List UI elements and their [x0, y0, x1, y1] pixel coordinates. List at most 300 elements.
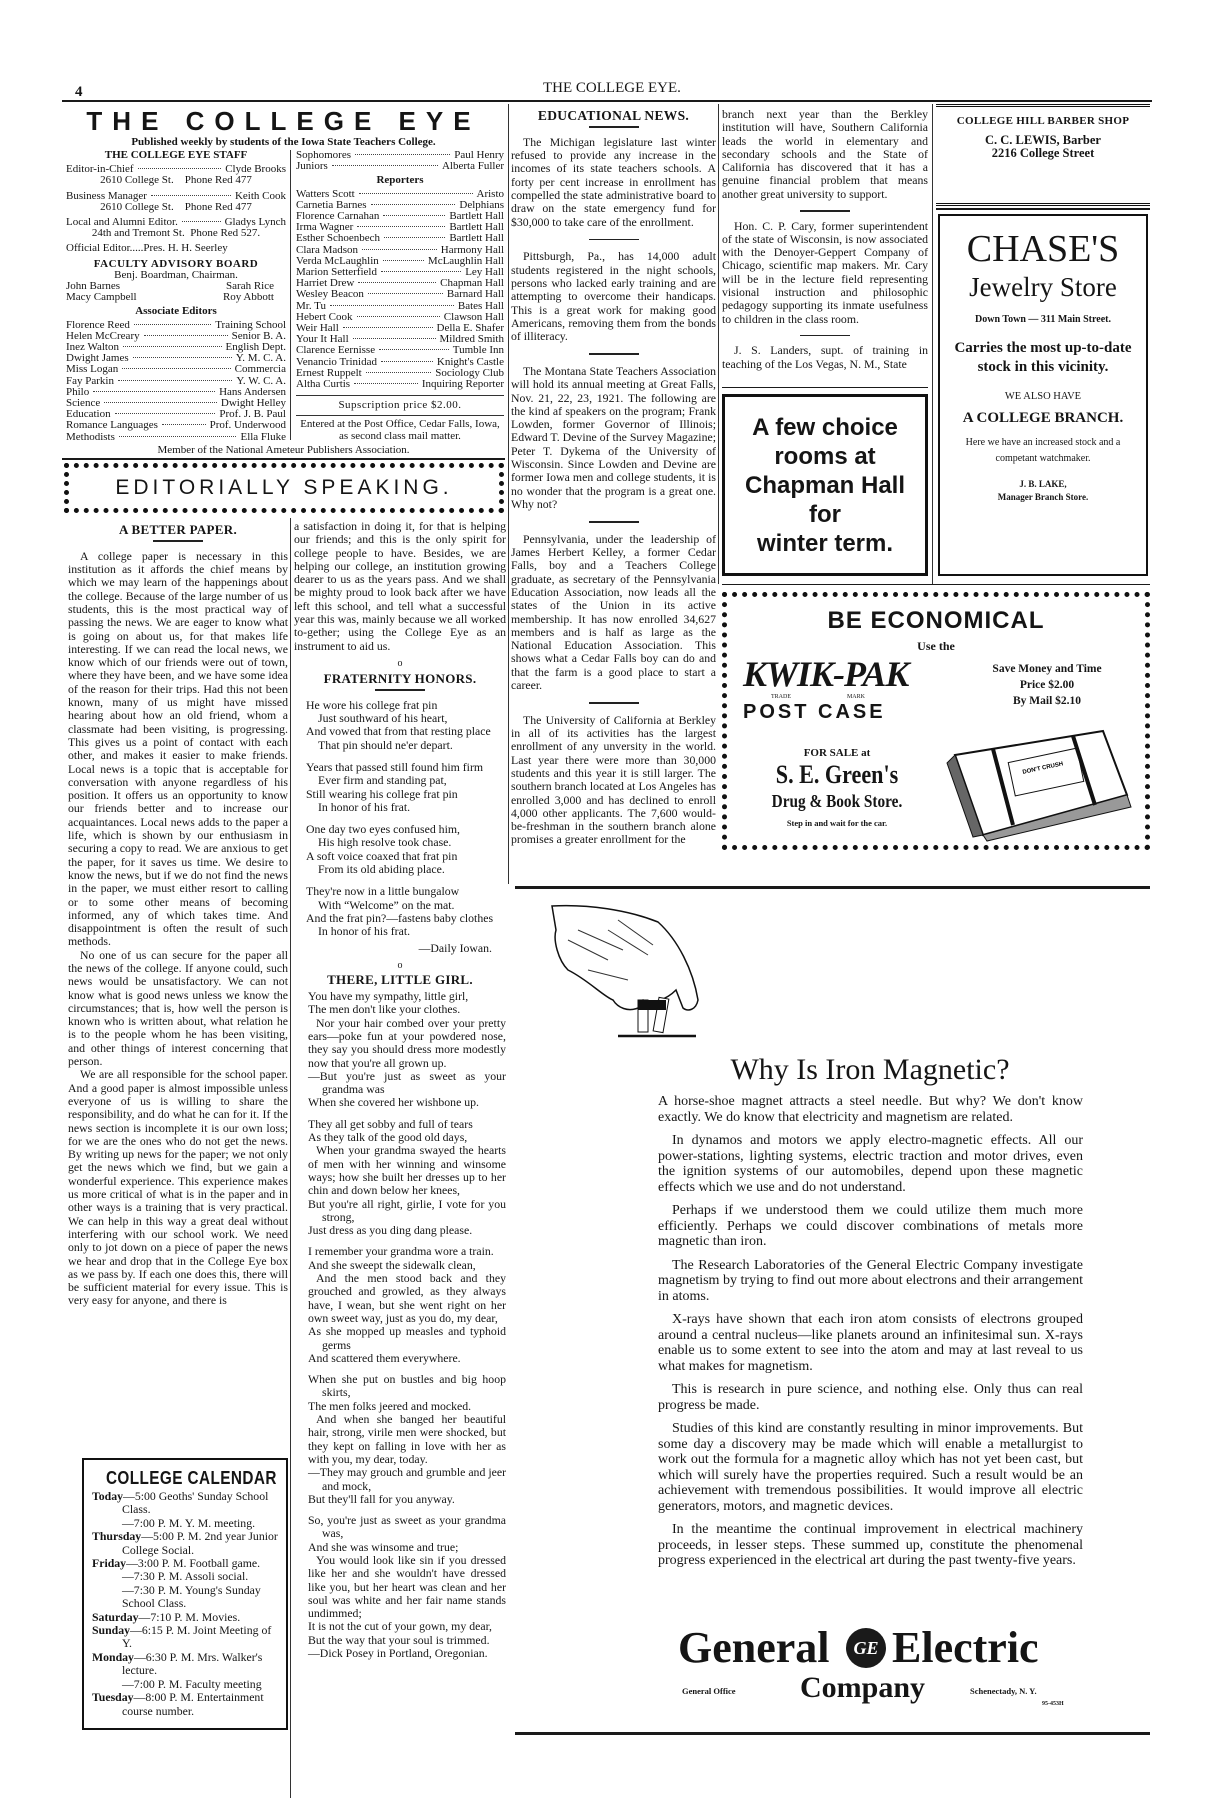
associate-editor [66, 420, 286, 431]
leader-label: Harriet Drew [296, 277, 355, 290]
page-number: 4 [75, 84, 83, 100]
chase-also: WE ALSO HAVE [1004, 391, 1082, 402]
poem-line: —They may grouch and grumble and jeer and mock, [308, 1465, 506, 1493]
kwikpak-mail-price: By Mail $2.10 [1012, 695, 1082, 707]
leader-label: Mr. Tu [296, 299, 326, 312]
chase-branch-text: Here we have an increased stock and a competant watchmaker. [965, 437, 1121, 464]
dot-leader [119, 436, 237, 437]
chapman-ad-line: rooms at [774, 443, 876, 470]
article-paragraph: We are all responsible for the school paper. And a good paper is almost impossible unless everyone of us is willing to share the responsibility, and do what he can for it. If the news section is incomplete it is our own loss; for we are the ones who do not get the news. By writing up news for the paper; we not only get the news which we find, but we gain a wonderful experience. This experience makes us more critical of what is in the paper and in other ways is a training that is very practical. We can help in this way a great deal without interfering with our school work. We need only to jot down on a piece of paper the news we hear and drop that in the College Eye box as we pass by. If each one does this, there will be sufficient material for every issue. This is very easy for anyone, and there is [68, 1067, 288, 1308]
ge-paragraph: The Research Laboratories of the General Electric Company investigate magnetism by trying to find out more about electrons and their arrangement in atoms. [658, 1257, 1083, 1304]
calendar-event: —6:30 P. M. Mrs. Walker's lecture. [122, 1649, 263, 1678]
calendar-day: Tuesday [92, 1690, 134, 1705]
leader-value: McLaughlin Hall [427, 254, 504, 267]
leader-label: Business Manager [66, 189, 147, 202]
ge-logo [670, 1623, 1100, 1726]
ge-monogram-icon: GE [846, 1628, 886, 1668]
poem-line: And the men stood back and they grouched and growled, as they always have, I wean, but she went right on her own sweet way, just as you do, my dear, [308, 1271, 506, 1325]
chase-claim: Carries the most up-to-date stock in this vicinity. [954, 340, 1132, 375]
dot-leader [381, 271, 461, 272]
dot-leader [383, 215, 445, 216]
news-item: J. S. Landers, supt. of training in teaching of the Los Vegas, N. M., State [722, 343, 928, 371]
advisory-row [66, 292, 286, 303]
poem-line: They all get sobby and full of tears [308, 1116, 473, 1131]
leader-value: Clawson Hall [443, 310, 504, 323]
chapman-hall-ad [722, 394, 928, 576]
divider [296, 415, 504, 416]
ge-office: General Office [682, 1686, 736, 1696]
column-divider [508, 104, 509, 884]
poem-line: From its old abiding place. [318, 862, 445, 877]
chase-location: Down Town — 311 Main Street. [975, 314, 1111, 325]
news-divider [589, 239, 639, 241]
poem-heading: FRATERNITY HONORS. [323, 670, 477, 686]
staff-heading: THE COLLEGE EYE STAFF [104, 149, 248, 161]
barber-shop-name: COLLEGE HILL BARBER SHOP [956, 115, 1130, 127]
leader-label: Methodists [66, 430, 115, 443]
calendar-entry [92, 1584, 278, 1611]
ge-paragraph: This is research in pure science, and nothing else. Only thus can real progress be made. [658, 1382, 1083, 1413]
news-divider [800, 210, 850, 212]
leader-value: Y. W. C. A. [236, 374, 286, 387]
leader-value: Chapman Hall [440, 277, 504, 290]
calendar-entry [92, 1611, 278, 1624]
leader-value: Harmony Hall [440, 243, 504, 256]
poem-line: But they'll fall for you anyway. [308, 1491, 455, 1506]
article-paragraph: No one of us can secure for the paper all the news of the college. If anyone could, such news would be unsatisfactory. We can not know what is good news unless we know the circumstances; that is, how well the person is known who is written about, what relation he is to the people whom he has been visiting, and other things of interest concerning that person. [68, 947, 288, 1069]
leader-label: Inez Walton [66, 341, 119, 354]
ge-code: 95-453H [1042, 1701, 1064, 1707]
masthead-divider [290, 150, 291, 440]
leader-label: Florence Reed [66, 318, 130, 331]
dot-leader [354, 383, 418, 384]
news-divider [589, 702, 639, 704]
leader-value: Keith Cook [234, 189, 286, 202]
leader-value: Bartlett Hall [449, 221, 504, 234]
leader-value: Barnard Hall [446, 288, 504, 301]
dot-leader [357, 226, 445, 227]
leader-value: Paul Henry [454, 149, 504, 161]
dot-leader [151, 195, 231, 196]
poem-credit: —Daily Iowan. [418, 940, 492, 955]
calendar-entry [92, 1651, 278, 1678]
ge-city: Schenectady, N. Y. [970, 1686, 1037, 1696]
calendar-event: —7:30 P. M. Young's Sunday School Class. [122, 1582, 261, 1611]
associate-heading: Associate Editors [135, 305, 217, 318]
ge-paragraph: In the meantime the continual improvement in electrical machinery proceeds, in lesser steps. These summed up, constitute the phenomenal progress experienced in the electrical art during the past twenty-five years. [658, 1522, 1083, 1568]
dot-leader [355, 154, 450, 155]
leader-label: Florence Carnahan [296, 210, 380, 223]
reporter [296, 233, 504, 244]
leader-label: Fay Parkin [66, 374, 114, 387]
chase-name: CHASE'S [966, 228, 1120, 270]
leader-value: Ella Fluke [240, 430, 286, 443]
kwikpak-ad [722, 592, 1150, 850]
poem-stanza [294, 990, 506, 1110]
kwikpak-use: Use the [917, 639, 955, 653]
calendar-entry [92, 1557, 278, 1570]
reporter [296, 379, 504, 390]
poem-line: Years that passed still found him firm [306, 759, 484, 774]
educational-news-continued [722, 106, 928, 371]
calendar-day: Sunday [92, 1623, 131, 1638]
class-reporter [296, 161, 504, 172]
section-heading: EDUCATIONAL NEWS. [537, 108, 690, 123]
store-tagline: Step in and wait for the car. [786, 818, 888, 828]
section-divider: o [397, 959, 403, 971]
poem-line: But you're all right, girlie, I vote for you strong, [308, 1196, 506, 1224]
kwikpak-price: Price $2.00 [1019, 679, 1075, 691]
chase-jewelry-ad [938, 214, 1148, 576]
dot-leader [384, 237, 445, 238]
poem-stanza [294, 823, 506, 876]
masthead-rule [62, 458, 505, 460]
chase-branch: A COLLEGE BRANCH. [962, 410, 1124, 426]
leader-label: Education [66, 408, 111, 421]
poem-line: And when she banged her beautiful hair, strong, virile men were shocked, but they kept on falling in love with her as with you, my dear, today. [308, 1412, 506, 1466]
leader-value: Mildred Smith [439, 333, 504, 346]
calendar-day: Saturday [92, 1609, 139, 1624]
ge-paragraph: A horse-shoe magnet attracts a steel needle. But why? We don't know exactly. We do know that electricity and magnetism are related. [658, 1094, 1083, 1125]
advisory-heading: FACULTY ADVISORY BOARD [93, 257, 259, 270]
leader-label: Irma Wagner [296, 221, 354, 234]
ad-rule [722, 584, 1150, 585]
poem-line: Just dress as you ding dang please. [308, 1223, 473, 1238]
leader-label: Your It Hall [296, 333, 349, 346]
calendar-title: COLLEGE CALENDAR [105, 1468, 277, 1488]
kwikpak-save: Save Money and Time [992, 663, 1102, 675]
official-editor: Official Editor.....Pres. H. H. Seerley [66, 242, 228, 255]
college-calendar [82, 1458, 288, 1730]
divider [296, 395, 504, 396]
barber-address: 2216 College Street [991, 146, 1095, 160]
poem-stanza [294, 761, 506, 814]
staff-address: 24th and Tremont St. Phone Red 527. [91, 227, 261, 240]
chapman-ad-line: Chapman Hall [744, 472, 906, 499]
leader-label: Hebert Cook [296, 310, 353, 323]
chapman-ad-line: for [809, 501, 841, 528]
leader-label: Local and Alumni Editor. [66, 216, 178, 229]
dot-leader [104, 402, 217, 403]
dot-leader [133, 357, 232, 358]
kwikpak-brand: KWIK-PAK [743, 654, 909, 694]
poem-stanza [294, 699, 506, 752]
poem-line: I remember your grandma wore a train. [308, 1244, 494, 1259]
calendar-day: Monday [92, 1649, 134, 1664]
leader-label: Marion Setterfield [296, 266, 377, 279]
calendar-entry [92, 1530, 278, 1557]
leader-value: Delphians [459, 198, 504, 211]
ge-paragraph: Studies of this kind are constantly resulting in minor improvements. But some day a discovery may be made which will enable a metallurgist to work out the formula for a magnetic alloy which has not yet been cast, but which will surely have the properties required. Such a result would be an achievement with tremendous possibilities. It would improve all electric generators, motors, and magnetic devices. [658, 1421, 1083, 1514]
leader-value: Dwight Helley [220, 397, 286, 410]
staff-address: 2610 College St. Phone Red 477 [100, 174, 252, 187]
dot-leader [332, 165, 438, 166]
news-item: The University of California at Berkley in all of its activities has the largest enrollment of any unversity in the world. Last year there were more than 30,000 students and this year it is still larger. The southern branch located at Los Angeles has enrolled 3,000 and has declined to enroll 4,000 other applicants. The 7,600 would-be-freshman in the southern branch alone promises a greater enrollment for the [511, 712, 716, 847]
dot-leader [138, 168, 222, 169]
dot-leader [162, 424, 206, 425]
leader-value: Alberta Fuller [441, 160, 504, 173]
poem-line: His high resolve took chase. [318, 835, 452, 850]
ad-rule [515, 886, 1150, 889]
heading-rule [589, 126, 639, 128]
poem-line: And she sweept the sidewalk clean, [308, 1257, 476, 1272]
post-case-illustration [943, 725, 1138, 843]
poem-stanza [294, 1373, 506, 1506]
calendar-event: —7:10 P. M. Movies. [138, 1609, 241, 1624]
kwikpak-logo [743, 655, 943, 723]
dot-leader [182, 221, 221, 222]
section-divider: o [397, 657, 403, 669]
leader-value: Tumble Inn [452, 344, 504, 357]
little-girl-poem [294, 990, 506, 1660]
poem-line: In honor of his frat. [318, 924, 411, 939]
dot-leader [358, 282, 436, 283]
calendar-day: Today [92, 1489, 124, 1503]
chase-manager: J. B. LAKE, [1019, 479, 1067, 489]
calendar-event: —5:00 Geoths' Sunday School Class. [122, 1489, 269, 1517]
leader-value: Senior B. A. [231, 329, 286, 342]
news-item: Pennsylvania, under the leadership of James Herbert Kelley, a former Cedar Falls, boy and a Teachers College graduate, as secretary of the Pennsylvania Education Association, now leads all the states of the Union in its active membership. It has now enrolled 34,627 members and is half as large as the National Education Association. This shows what a Cedar Falls boy can do and that the farm is a good place to start a career. [511, 531, 716, 692]
leader-value: Della E. Shafer [436, 322, 504, 335]
leader-value: Clyde Brooks [225, 163, 286, 176]
leader-value: Bartlett Hall [449, 232, 504, 245]
calendar-event: —3:00 P. M. Football game. [126, 1556, 261, 1571]
dot-leader [123, 346, 222, 347]
dot-leader [115, 413, 216, 414]
column-divider [290, 518, 291, 1798]
leader-value: Aristo [476, 187, 504, 200]
poem-line: Ever firm and standing pat, [318, 773, 447, 788]
editorial-column [68, 520, 288, 1308]
poem-line: —But you're just as sweet as your grandma was [308, 1068, 506, 1097]
leader-label: Romance Languages [66, 419, 158, 432]
dot-leader [357, 316, 440, 317]
poem-heading: THERE, LITTLE GIRL. [327, 971, 473, 987]
poem-line: And the frat pin?—fastens baby clothes [306, 910, 494, 925]
poem-line: Just southward of his heart, [318, 711, 448, 726]
reporter [296, 345, 504, 356]
ge-logo-company: Company [800, 1671, 926, 1704]
trade-label: TRADE [770, 694, 791, 700]
poem-line: So, you're just as sweet as your grandma was, [308, 1513, 506, 1541]
poem-line: In honor of his frat. [318, 799, 411, 814]
poem-line: When she put on bustles and big hoop skirts, [308, 1372, 506, 1400]
hand-magnet-illustration [548, 900, 728, 1042]
poem-stanza [294, 1245, 506, 1365]
poem-line: Still wearing his college frat pin [306, 786, 458, 801]
poem-stanza [294, 1118, 506, 1238]
calendar-event: —7:00 P. M. Faculty meeting [122, 1676, 262, 1691]
reporters-heading: Reporters [376, 174, 424, 187]
leader-value: Sociology Club [435, 366, 504, 379]
dot-leader [381, 361, 433, 362]
leader-value: Hans Andersen [219, 385, 286, 398]
mark-label: MARK [846, 694, 865, 700]
dot-leader [383, 260, 424, 261]
leader-label: Esther Schoenbech [296, 232, 380, 245]
educational-news-column [511, 106, 716, 847]
store-name: S. E. Green's [775, 760, 899, 789]
poem-line: As they talk of the good old days, [308, 1130, 468, 1145]
poem-stanza [294, 1514, 506, 1660]
associate-editor [66, 364, 286, 375]
leader-label: Venancio Trinidad [296, 355, 377, 368]
ge-ad-body [658, 1094, 1083, 1577]
leader-value: Prof. J. B. Paul [219, 408, 286, 421]
top-rule [62, 100, 1152, 102]
kwikpak-pricing [957, 661, 1137, 709]
leader-label: Juniors [296, 160, 328, 173]
dot-leader [366, 372, 432, 373]
ge-ad-title: Why Is Iron Magnetic? [730, 1053, 1010, 1086]
poem-line: The men folks jeered and mocked. [308, 1398, 472, 1413]
leader-label: Miss Logan [66, 363, 119, 376]
dot-leader [343, 327, 433, 328]
dot-leader [134, 324, 211, 325]
poem-line: He wore his college frat pin [306, 697, 438, 712]
leader-value: Gladys Lynch [224, 216, 286, 229]
associate-editor [66, 432, 286, 443]
poem-stanza [294, 885, 506, 938]
poem-line: And scattered them everywhere. [308, 1350, 461, 1365]
dot-leader [144, 335, 228, 336]
dot-leader [118, 380, 232, 381]
dot-leader [368, 293, 443, 294]
news-item: Hon. C. P. Cary, former superintendent of the state of Wisconsin, is now associated with the Denoyer-Geppert Company of Chicago, scientific map makers. Mr. Cary will be in the lecture field representing visional instruction and philosophic pedagogy supporting its inmate usefulness to children in the class room. [722, 218, 928, 326]
for-sale-label: FOR SALE at [803, 747, 871, 759]
kwikpak-product: POST CASE [743, 701, 886, 723]
leader-label: Watters Scott [296, 187, 355, 200]
dot-leader [371, 204, 456, 205]
barber-name: C. C. LEWIS, Barber [985, 133, 1101, 147]
ge-paragraph: Perhaps if we understood them we could utilize them much more efficiently. Perhaps we could discover combinations of metals more magnetic than iron. [658, 1203, 1083, 1249]
advisory-member: John Barnes [66, 280, 121, 293]
leader-value: Bates Hall [457, 299, 504, 312]
chapman-ad-line: A few choice [752, 414, 898, 441]
poem-line: But the way that your soul is trimmed. [308, 1632, 490, 1647]
leader-value: Training School [215, 318, 286, 331]
advisory-member: Macy Campbell [66, 291, 137, 304]
kwikpak-headline: BE ECONOMICAL [827, 607, 1045, 634]
calendar-event: —7:30 P. M. Assoli social. [122, 1569, 249, 1584]
dot-leader [379, 349, 449, 350]
column-divider [718, 104, 719, 584]
fraternity-poem [294, 699, 506, 939]
dot-leader [330, 305, 454, 306]
leader-value: Prof. Underwood [209, 419, 286, 432]
leader-label: Wesley Beacon [296, 288, 364, 301]
calendar-event: —8:00 P. M. Entertainment course number. [122, 1690, 264, 1718]
ge-logo-electric: Electric [892, 1623, 1039, 1672]
article-heading: A BETTER PAPER. [118, 522, 238, 537]
news-item: The Montana State Teachers Association will hold its annual meeting at Great Falls, Nov. 21, 22, 23, 1921. The following are the kind af speakers on the program; Frank Lowden, former Governor of Illinois; Edward T. Devine of the Survey Magazine; Peter T. Dykema of the University of Wisconsin. Since Lowden and Devine are former Iowa men and college students, it is no wonder that the program is a great one. Why not? [511, 363, 716, 511]
calendar-event: —5:00 P. M. 2nd year Junior College Social. [122, 1529, 278, 1557]
dot-leader [359, 193, 473, 194]
calendar-entry [92, 1691, 278, 1718]
poems-column [294, 520, 506, 1668]
leader-value: Knight's Castle [436, 355, 504, 368]
news-divider [589, 521, 639, 523]
ge-paragraph: In dynamos and motors we apply electro-magnetic effects. All our power-stations, lighting systems, electric traction and motor drives, even the ignition systems of our automobiles, depend upon these magnetic effects which we use and do not understand. [658, 1133, 1083, 1195]
news-divider [589, 353, 639, 355]
article-continuation: a satisfaction in doing it, for that is helping our friends; and this is the only spirit for college people to have. Besides, we are helping our college, an institution growing dearer to us as the years pass. And we shall be mighty proud to look back after we have left this school, and tell what a successful year this was, mainly because we all worked to-gether; using the College Eye as an instrument to aid us. [294, 519, 506, 653]
dot-leader [362, 249, 437, 250]
poem-line: And vowed that from that resting place [306, 724, 491, 739]
article-paragraph: A college paper is necessary in this institution as it affords the chief means by which we may learn of the happenings about the college. Because of the large number of us students, this is the most practical way of passing the news. We are eager to know what is going on about us, for that makes life interesting. If we can read the local news, we know which of our friends were out of town, where they have been, and we have some idea of the reason for their trips. Had this not been known, many of us might have missed hearing about how an old friend, whom a classmate had been visiting, is progressing. This gives us a point of contact with each other, and makes it easier to make friends. Local news is a topic that is acceptable for conversation with anyone regardless of his position. It offers us an opportunity to know our friends better and to increase our acquaintances. Local news adds to the paper a life, which is shown by our enthusiasm in securing a copy to read. We are anxious to get the paper, for it saves us time. We desire to know the news, but if we do not find the news in the paper, we must either resort to calling or to some other means of becoming informed, any of which takes time. And disappointment is often the result of such methods. [68, 548, 288, 949]
calendar-entry [92, 1490, 278, 1517]
dot-leader [353, 338, 436, 339]
poem-line: Nor your hair combed over your pretty ears—poke fun at your powdered nose, they say you should dress more modestly now that you're all grown up. [308, 1015, 506, 1070]
news-item: The Michigan legislature last winter refused to provide any increase in the incomes of its state teachers schools. A forty per cent increase in enrollment has compelled the state administrative board to draw on the state emergency fund for $30,000 to take care of the enrollment. [511, 134, 716, 229]
leader-value: English Dept. [225, 341, 286, 354]
poem-line: When she covered her wishbone up. [308, 1095, 479, 1110]
case-label: DON'T CRUSH [1022, 761, 1064, 776]
poem-line: —Dick Posey in Portland, Oregonian. [308, 1646, 488, 1661]
reporters-column [296, 150, 504, 442]
leader-label: Philo [66, 385, 90, 398]
advisory-member: Sarah Rice [226, 280, 274, 293]
column-divider [932, 104, 933, 584]
news-continuation: branch next year than the Berkley institution will have, Southern California leads the world in elementary and secondary schools and the State of California has discovered that it has a genuine financial problem that means another great university to support. [722, 107, 928, 201]
leader-label: Dwight James [66, 352, 129, 365]
running-head: THE COLLEGE EYE. [543, 80, 681, 96]
calendar-day: Thursday [92, 1529, 142, 1544]
leader-value: Inquiring Reporter [421, 378, 504, 391]
ad-rule [936, 208, 1150, 210]
leader-label: Weir Hall [296, 322, 339, 335]
calendar-event: —6:15 P. M. Joint Meeting of Y. [122, 1623, 272, 1651]
news-divider [800, 335, 850, 337]
poem-line: You would look like sin if you dressed like her and she wouldn't have dressed like you, but her heart was clean and her soul was white and her fair name stands undimmed; [308, 1552, 506, 1621]
chapman-ad-line: winter term. [756, 530, 894, 557]
calendar-event: —7:00 P. M. Y. M. meeting. [122, 1515, 256, 1530]
kwikpak-store [737, 747, 937, 829]
advisory-chair: Benj. Boardman, Chairman. [114, 268, 238, 281]
dot-leader [122, 368, 230, 369]
editorial-banner: EDITORIALLY SPEAKING. [64, 463, 504, 513]
leader-value: Commercia [234, 363, 286, 376]
leader-value: Y. M. C. A. [235, 352, 286, 365]
dot-leader [93, 391, 215, 392]
ad-rule [722, 387, 928, 388]
calendar-day: Friday [92, 1556, 127, 1571]
store-type: Drug & Book Store. [771, 791, 903, 811]
poem-line: The men don't like your clothes. [308, 1002, 461, 1017]
leader-value: Ley Hall [465, 266, 504, 279]
advisory-member: Roy Abbott [222, 291, 274, 304]
leader-label: Helen McCreary [66, 329, 140, 342]
leader-label: Clara Madson [296, 243, 359, 256]
poem-line: One day two eyes confused him, [306, 822, 460, 837]
leader-label: Verda McLaughlin [296, 254, 379, 267]
leader-label: Editor-in-Chief [66, 163, 134, 176]
masthead [62, 104, 505, 149]
calendar-entry [92, 1624, 278, 1651]
poem-line: That pin should ne'er depart. [318, 737, 453, 752]
leader-label: Carnetia Barnes [296, 198, 367, 211]
news-item: Pittsburgh, Pa., has 14,000 adult students registered in the night schools, persons who lacked early training and are attempting to overcome their handicaps. This is a great work for making good Americans, removing them from the bonds of illiteracy. [511, 249, 716, 344]
leader-label: Ernest Ruppelt [296, 366, 362, 379]
reporter [296, 289, 504, 300]
ad-bottom-rule [515, 1732, 1150, 1735]
leader-label: Clarence Eernisse [296, 344, 376, 357]
heading-rule [153, 540, 203, 542]
poem-line: With “Welcome” on the mat. [318, 897, 455, 912]
calendar-entry [92, 1517, 278, 1530]
poem-line: It is not the cut of your gown, my dear, [308, 1619, 492, 1634]
masthead-subtitle: Published weekly by students of the Iowa State Teachers College. [131, 136, 436, 148]
leader-label: Altha Curtis [296, 378, 351, 391]
